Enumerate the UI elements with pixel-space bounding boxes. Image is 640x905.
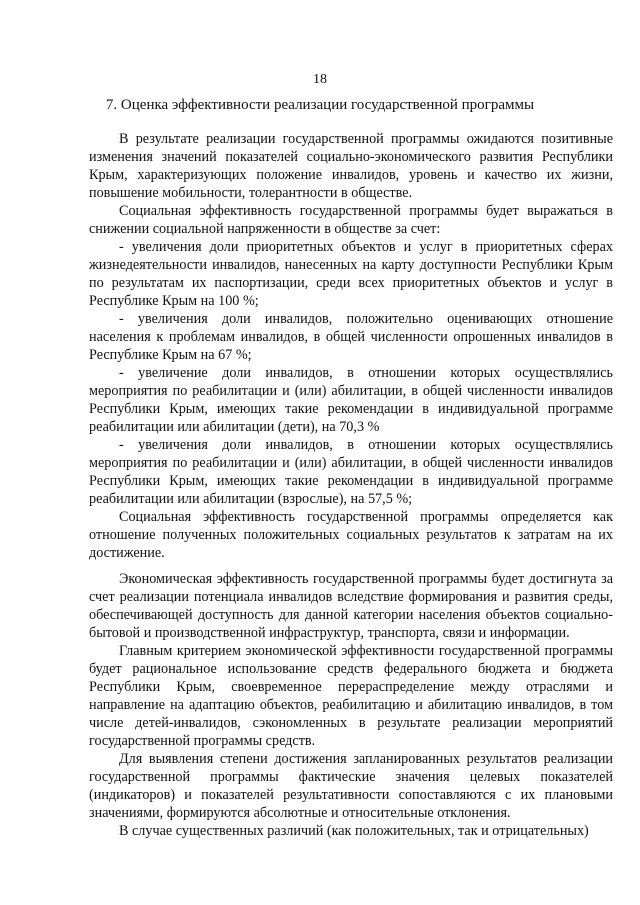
list-item-rehabilitation-children: - увеличение доли инвалидов, в отношении которых осуществлялись мероприятия по реабилитации и (или) абилитации, в общей численности инвалидов Республики Крым, имеющих такие рекомендации в индивидуальной программе реабилитации или абилитации (дети), на 70,3 % — [89, 365, 613, 435]
list-item-rehabilitation-adults: - увеличения доли инвалидов, в отношении которых осуществлялись мероприятия по реабилитации и (или) абилитации, в общей численности инвалидов Республики Крым, имеющих такие рекомендации в индивидуальной программе реабилитации или абилитации (взрослые), на 57,5 %; — [89, 437, 613, 507]
list-item-priority-objects: - увеличения доли приоритетных объектов и услуг в приоритетных сферах жизнедеятельности инвалидов, нанесенных на карту доступности Республики Крым по результатам их паспортизации, среди всех приоритетных объектов и услуг в Республике Крым на 100 %; — [89, 239, 613, 309]
paragraph-social-efficiency-definition: Социальная эффективность государственной программы определяется как отношение полученных положительных социальных результатов к затратам на их достижение. — [89, 509, 613, 561]
body-text — [89, 130, 613, 840]
paragraph-social-efficiency-intro: Социальная эффективность государственной программы будет выражаться в снижении социальной напряженности в обществе за счет: — [89, 203, 613, 237]
page-number: 18 — [313, 72, 327, 87]
list-item-positive-attitude: - увеличения доли инвалидов, положительно оценивающих отношение населения к проблемам инвалидов, в общей численности опрошенных инвалидов в Республике Крым на 67 %; — [89, 311, 613, 363]
paragraph-economic-efficiency: Экономическая эффективность государственной программы будет достигнута за счет реализации потенциала инвалидов вследствие формирования и развития среды, обеспечивающей доступность для данной категории населения объектов социально-бытовой и производственной инфраструктур, транспорта, связи и информации. — [89, 571, 613, 641]
section-heading: 7. Оценка эффективности реализации государственной программы — [105, 97, 535, 113]
paragraph-significant-differences: В случае существенных различий (как положительных, так и отрицательных) — [119, 823, 589, 839]
paragraph-results-assessment: Для выявления степени достижения запланированных результатов реализации государственной программы фактические значения целевых показателей (индикаторов) и показателей результативности сопоставляются с их плановыми значениями, формируются абсолютные и относительные отклонения. — [89, 751, 613, 821]
paragraph-main-criterion: Главным критерием экономической эффективности государственной программы будет рациональное использование средств федерального бюджета и бюджета Республики Крым, своевременное перераспределение между отраслями и направление на адаптацию объектов, реабилитацию и абилитацию инвалидов, в том числе детей-инвалидов, сэкономленных в результате реализации мероприятий государственной программы средств. — [89, 643, 613, 749]
paragraph-expected-results: В результате реализации государственной программы ожидаются позитивные изменения значений показателей социально-экономического развития Республики Крым, характеризующих положение инвалидов, уровень и качество их жизни, повышение мобильности, толерантности в обществе. — [89, 131, 613, 201]
